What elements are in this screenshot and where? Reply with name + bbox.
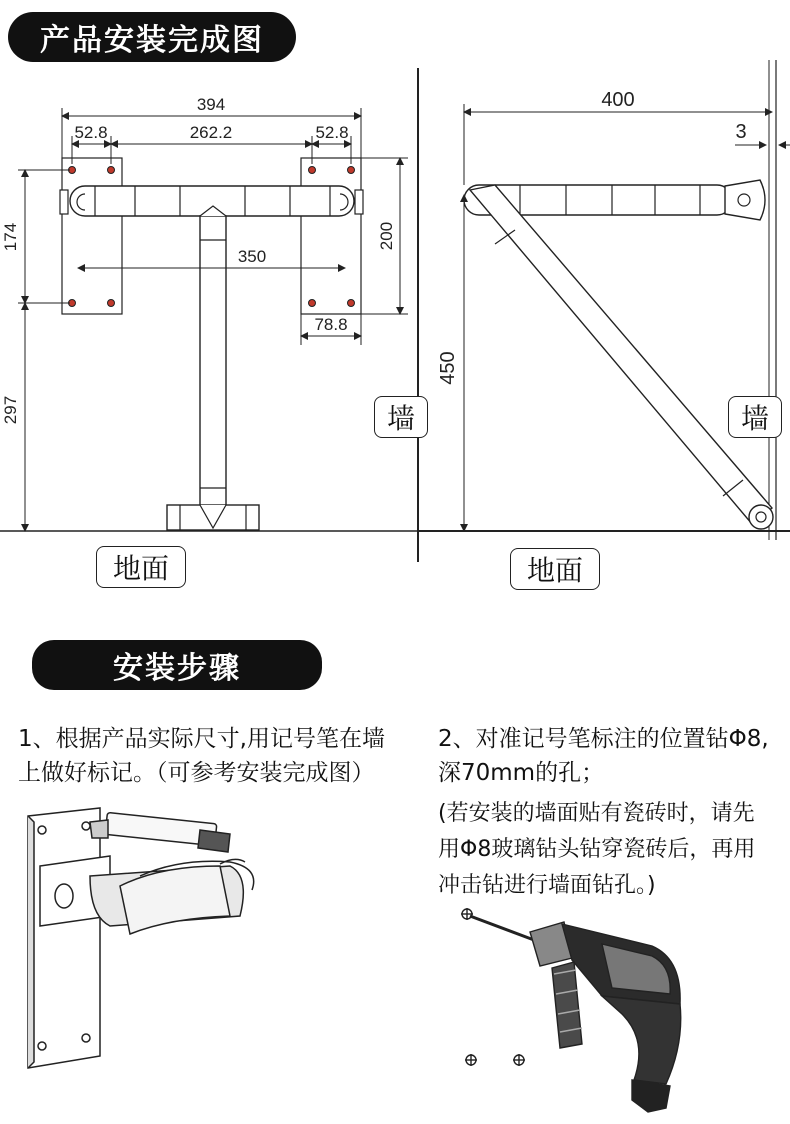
step1-line1: 1、根据产品实际尺寸,用记号笔在墙 (18, 726, 385, 752)
dim-total-width: 394 (196, 95, 226, 114)
floor-label-front: 地面 (96, 546, 186, 588)
dim-height-bottom: 297 (1, 395, 20, 425)
step2-line1: 2、对准记号笔标注的位置钻Φ8, (438, 726, 769, 752)
side-view (418, 60, 790, 562)
floor-label-side: 地面 (510, 548, 600, 590)
step2-line2: 深70mm的孔； (438, 760, 605, 786)
note-line1: (若安装的墙面贴有瓷砖时，请先 (438, 801, 755, 826)
note-line3: 冲击钻进行墙面钻孔。) (438, 873, 656, 898)
dim-gap: 3 (735, 121, 747, 143)
drill-illustration (452, 904, 692, 1116)
dim-plate-height: 200 (377, 221, 396, 251)
section-title-install-complete: 产品安装完成图 (8, 12, 296, 62)
dim-plate-span: 350 (237, 247, 267, 266)
section-title-install-steps: 安装步骤 (32, 640, 322, 690)
dim-left-hole: 52.8 (74, 123, 108, 142)
dim-plate-width: 78.8 (314, 315, 348, 334)
side-diagonal-leg (470, 185, 772, 524)
dim-right-hole: 52.8 (315, 123, 349, 142)
support-leg (200, 216, 226, 506)
step1-line2: 上做好标记。（可参考安装完成图） (18, 760, 375, 786)
dim-inner: 262.2 (189, 123, 233, 142)
installation-drawing (0, 60, 790, 600)
right-wall-plate (301, 158, 361, 314)
dim-height-top: 174 (1, 222, 20, 252)
note-line2: 用Φ8玻璃钻头钻穿瓷砖后，再用 (438, 837, 756, 862)
dim-depth: 400 (601, 89, 635, 111)
dim-height: 450 (437, 351, 459, 385)
wall-label-right: 墙 (728, 396, 782, 438)
front-view (0, 108, 418, 531)
left-wall-plate (62, 158, 122, 314)
wall-label-left: 墙 (374, 396, 428, 438)
marking-illustration (20, 806, 270, 1078)
